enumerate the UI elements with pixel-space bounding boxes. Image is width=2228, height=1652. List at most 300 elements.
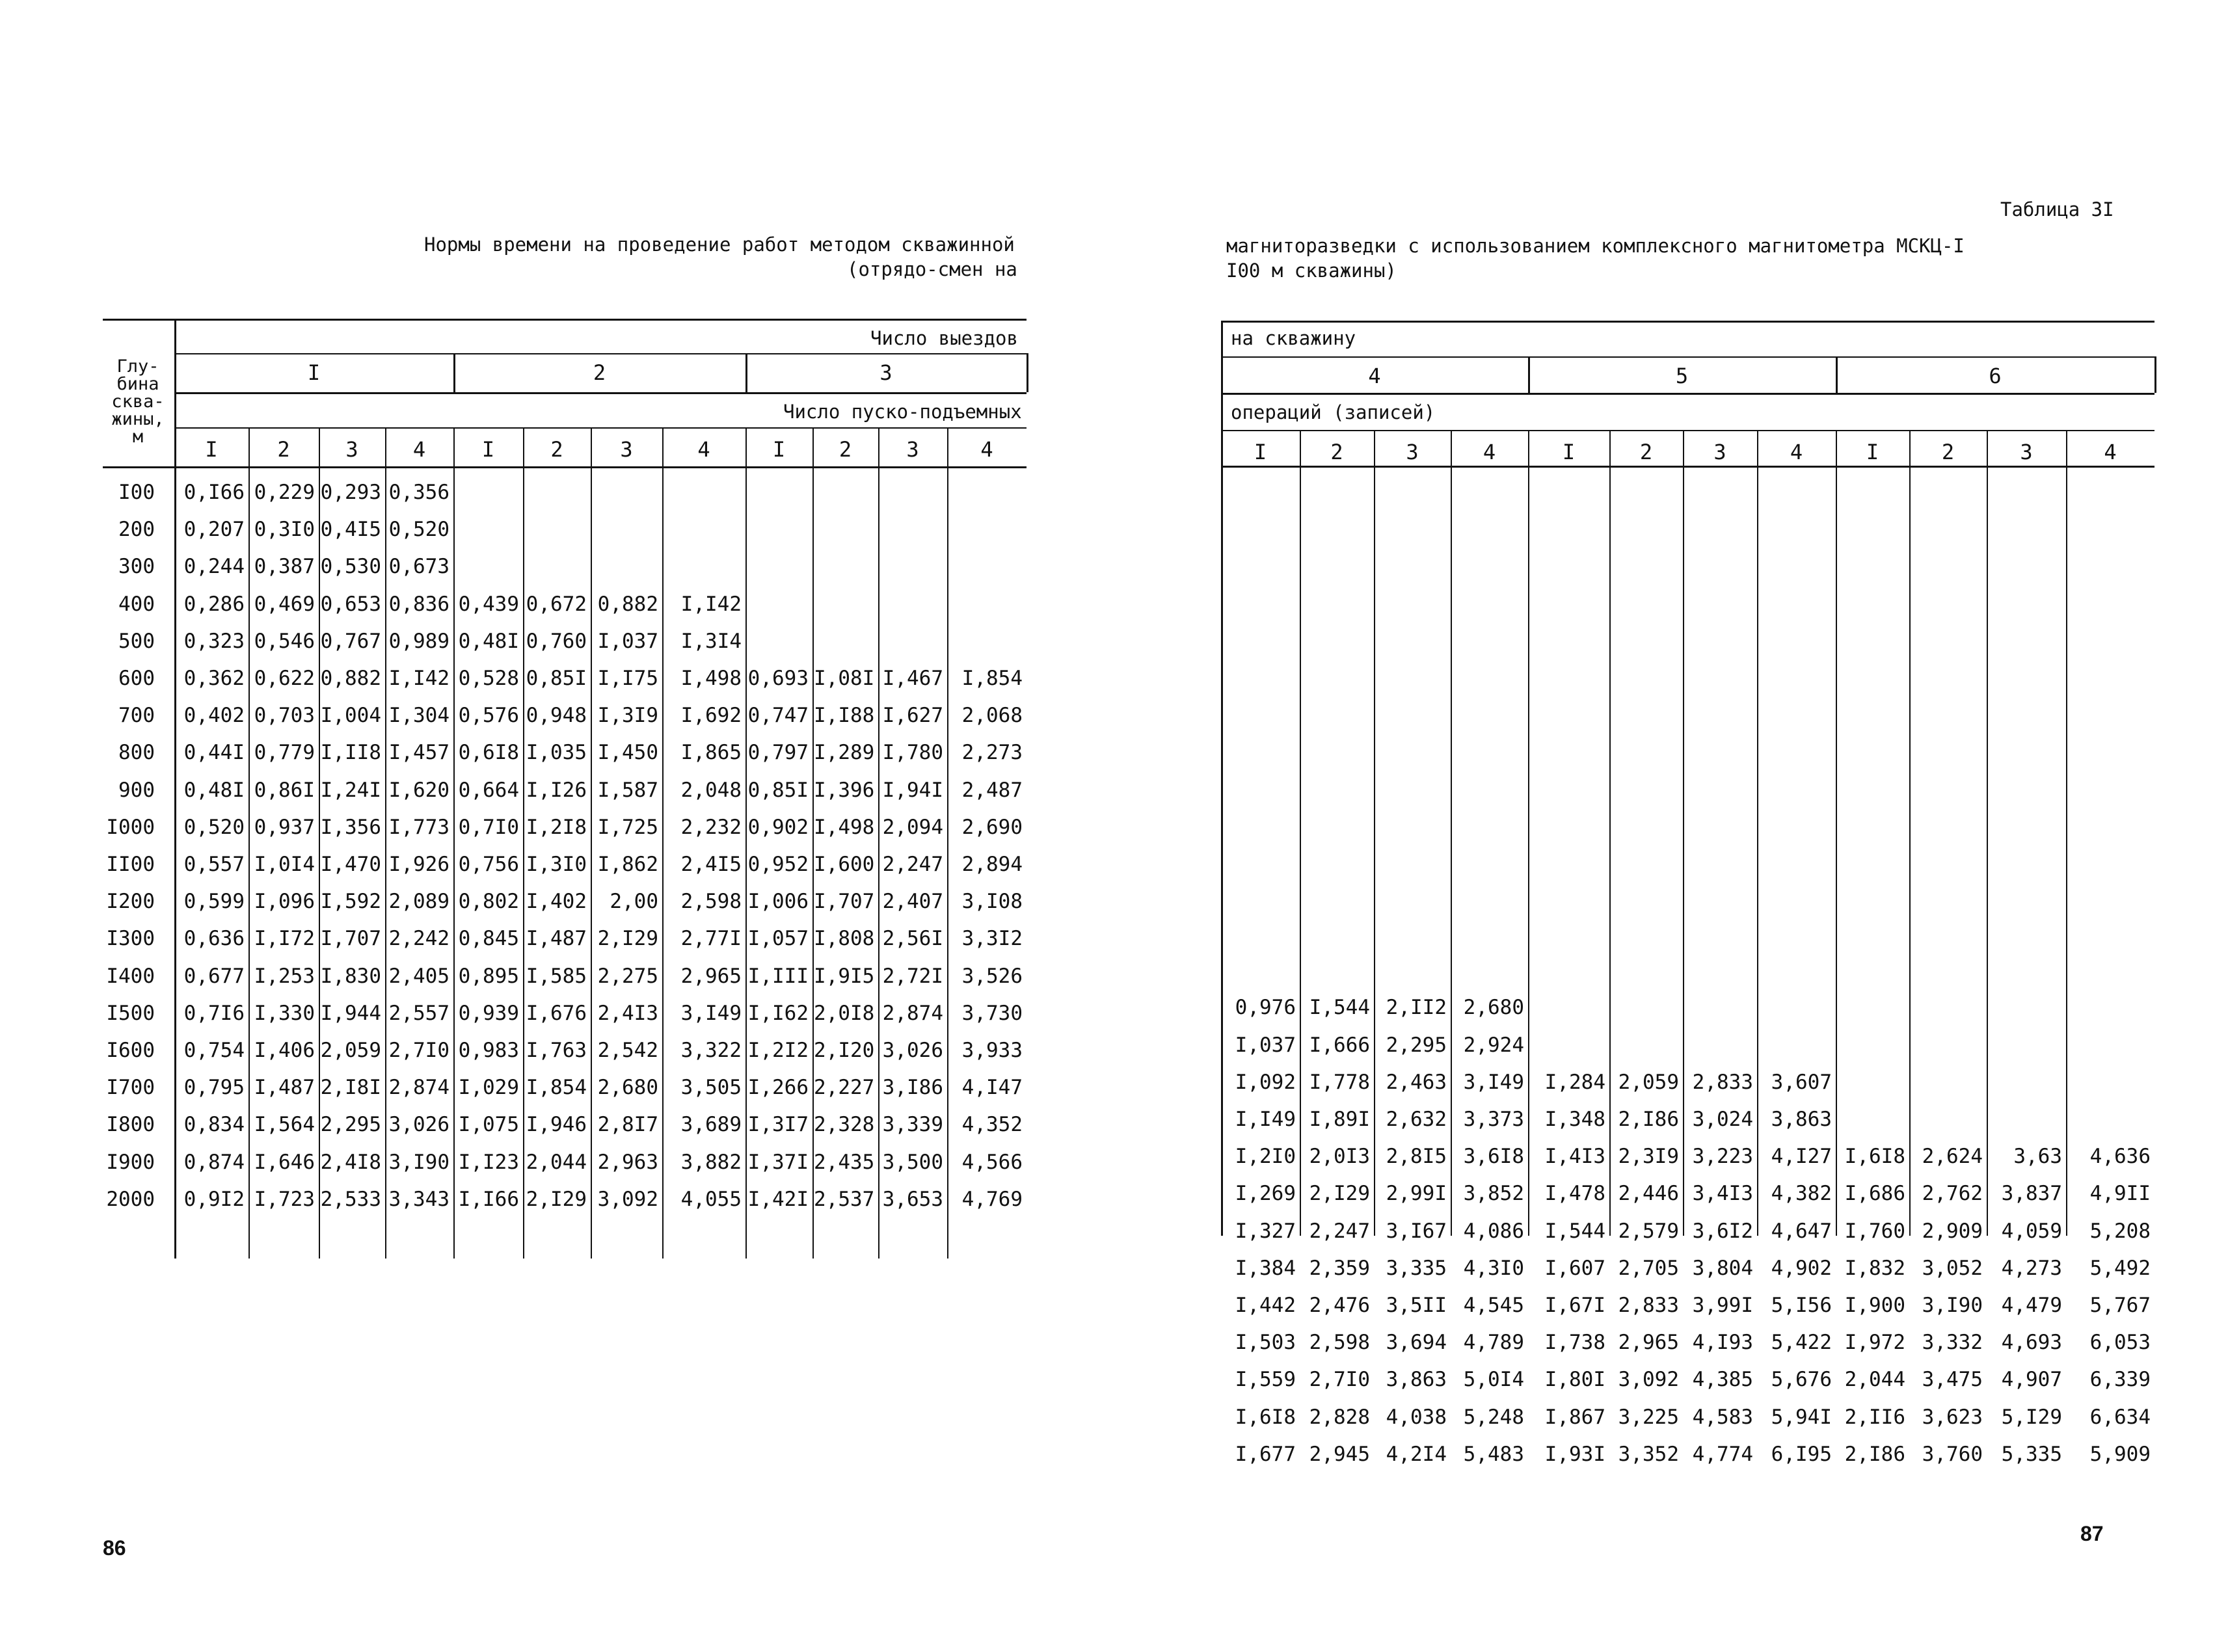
table-cell: 3,4I3 (1692, 1182, 1753, 1206)
table-cell: I,544 (1544, 1219, 1605, 1243)
trips-label: 6 (1989, 364, 2002, 388)
table-cell: 0,802 (458, 890, 519, 914)
table-cell: I,092 (1235, 1070, 1296, 1094)
table-cell: 4,907 (2001, 1368, 2062, 1392)
table-cell: I,646 (254, 1150, 315, 1174)
table-cell: 0,7I0 (458, 815, 519, 839)
table-cell: 4,352 (961, 1113, 1023, 1137)
table-cell: 2,407 (882, 890, 943, 914)
table-cell: 2,624 (1922, 1145, 1983, 1169)
table-cell: 0,760 (526, 629, 587, 653)
table-cell: 0,6I8 (458, 741, 519, 765)
table-cell: 3,63 (2013, 1145, 2062, 1169)
table-cell: I,075 (458, 1113, 519, 1137)
ops-label: 3 (2020, 440, 2033, 464)
table-cell: 0,845 (458, 927, 519, 951)
ops-label: 2 (1639, 440, 1653, 464)
ops-label: 2 (839, 437, 852, 462)
table-cell: I,900 (1844, 1294, 1905, 1317)
ops-label: 3 (1406, 440, 1419, 464)
table-cell: 0,948 (526, 704, 587, 728)
ops-header-rule (1221, 430, 2154, 431)
table-cell: 3,I86 (882, 1076, 943, 1100)
depth-label: I800 (106, 1113, 155, 1137)
table-cell: 3,500 (882, 1150, 943, 1174)
table-cell: 0,3I0 (254, 518, 315, 542)
ops-label: 3 (620, 437, 633, 462)
table-cell: 6,339 (2089, 1368, 2151, 1392)
table-cell: 2,8I7 (597, 1113, 658, 1137)
table-cell: 0,767 (320, 629, 381, 653)
table-cell: 3,I90 (388, 1150, 450, 1174)
table-cell: 2,I86 (1844, 1442, 1905, 1466)
table-cell: 2,557 (388, 1001, 450, 1025)
ops-label: 3 (345, 437, 358, 462)
table-cell: 2,232 (680, 815, 742, 839)
table-cell: I,304 (388, 704, 450, 728)
table-cell: 3,6I2 (1692, 1219, 1753, 1243)
table-cell: I,348 (1544, 1108, 1605, 1131)
table-cell: I,3I7 (747, 1113, 809, 1137)
right-title-line1: магниторазведки с использованием комплексного магнитометра МСКЦ-I (1226, 235, 1965, 257)
table-cell: 2,874 (388, 1076, 450, 1100)
table-cell: I,677 (1235, 1442, 1296, 1466)
table-cell: 2,247 (1309, 1219, 1370, 1243)
table-cell: I,832 (1844, 1256, 1905, 1280)
table-cell: 3,694 (1386, 1331, 1447, 1355)
table-cell: I,266 (747, 1076, 809, 1100)
ops-label: 2 (550, 437, 563, 462)
table-cell: I,544 (1309, 996, 1370, 1020)
table-cell: 3,026 (882, 1039, 943, 1062)
table-cell: 3,99I (1692, 1294, 1753, 1317)
table-cell: 0,747 (747, 704, 809, 728)
group-header-rule (1221, 356, 2154, 358)
table-cell: 3,I90 (1922, 1294, 1983, 1317)
table-cell: I,854 (961, 667, 1023, 690)
table-cell: I,08I (814, 667, 875, 690)
table-cell: 3,322 (680, 1039, 742, 1062)
table-cell: 2,068 (961, 704, 1023, 728)
table-cell: I,808 (814, 927, 875, 951)
table-cell: 3,332 (1922, 1331, 1983, 1355)
table-cell: 0,677 (183, 964, 245, 988)
left-title-line2: (отрядо-смен на (847, 258, 1017, 280)
group-header: на скважину (1231, 327, 1356, 349)
table-cell: 2,094 (882, 815, 943, 839)
table-cell: 3,352 (1618, 1442, 1679, 1466)
table-cell: I,284 (1544, 1070, 1605, 1094)
table-cell: 6,634 (2089, 1405, 2151, 1429)
table-cell: 3,I67 (1386, 1219, 1447, 1243)
table-cell: I,707 (320, 927, 381, 951)
table-cell: 3,I49 (680, 1001, 742, 1025)
table-cell: 3,863 (1771, 1108, 1832, 1131)
table-top-rule (1221, 321, 2154, 323)
table-cell: 2,579 (1618, 1219, 1679, 1243)
depth-label: 700 (118, 704, 155, 728)
trip-separator (1836, 356, 1838, 393)
left-page-number: 86 (103, 1536, 126, 1560)
table-cell: 0,293 (320, 481, 381, 504)
ops-label: I (1254, 440, 1267, 464)
table-cell: 5,767 (2089, 1294, 2151, 1317)
table-cell: 4,566 (961, 1150, 1023, 1174)
table-cell: I,I42 (680, 592, 742, 616)
table-cell: 3,223 (1692, 1145, 1753, 1169)
ops-label: 4 (412, 437, 426, 462)
left-title-line1: Нормы времени на проведение работ методом скважинной (424, 233, 1015, 256)
table-cell: I,035 (526, 741, 587, 765)
table-cell: 0,520 (183, 815, 245, 839)
right-page-number: 87 (2080, 1522, 2104, 1545)
table-cell: 2,476 (1309, 1294, 1370, 1317)
ops-label: I (481, 437, 495, 462)
table-cell: 2,72I (882, 964, 943, 988)
depth-label: 400 (118, 592, 155, 616)
table-cell: 0,244 (183, 555, 245, 579)
table-cell: 0,4I5 (320, 518, 381, 542)
table-cell: 2,7I0 (388, 1039, 450, 1062)
table-cell: 0,44I (183, 741, 245, 765)
table-cell: 0,795 (183, 1076, 245, 1100)
table-cell: 4,086 (1463, 1219, 1524, 1243)
table-cell: I,253 (254, 964, 315, 988)
depth-label: 600 (118, 667, 155, 690)
table-cell: 5,335 (2001, 1442, 2062, 1466)
ops-label: 2 (1330, 440, 1343, 464)
table-cell: 2,690 (961, 815, 1023, 839)
table-cell: 4,2I4 (1386, 1442, 1447, 1466)
table-cell: 0,85I (747, 778, 809, 802)
table-cell: 6,I95 (1771, 1442, 1832, 1466)
table-cell: 3,607 (1771, 1070, 1832, 1094)
table-cell: I,III (747, 964, 809, 988)
table-cell: 3,339 (882, 1113, 943, 1137)
depth-label: I900 (106, 1150, 155, 1174)
trip-separator (745, 353, 747, 392)
table-cell: 0,323 (183, 629, 245, 653)
table-cell: 4,545 (1463, 1294, 1524, 1317)
depth-label: 200 (118, 518, 155, 542)
table-cell: 4,3I0 (1463, 1256, 1524, 1280)
table-cell: 4,789 (1463, 1331, 1524, 1355)
table-cell: I,467 (882, 667, 943, 690)
trip-separator (1528, 356, 1530, 393)
table-cell: I,686 (1844, 1182, 1905, 1206)
table-cell: 2,680 (597, 1076, 658, 1100)
table-cell: I,498 (680, 667, 742, 690)
table-cell: 3,730 (961, 1001, 1023, 1025)
table-cell: 2,227 (814, 1076, 875, 1100)
table-cell: I,I72 (254, 927, 315, 951)
depth-label: II00 (106, 853, 155, 876)
table-cell: 0,756 (458, 853, 519, 876)
depth-label: I600 (106, 1039, 155, 1062)
table-cell: 2,8I5 (1386, 1145, 1447, 1169)
table-cell: 2,874 (882, 1001, 943, 1025)
table-cell: 0,48I (458, 629, 519, 653)
table-cell: 3,882 (680, 1150, 742, 1174)
table-cell: 0,469 (254, 592, 315, 616)
depth-label: I500 (106, 1001, 155, 1025)
table-cell: 3,837 (2001, 1182, 2062, 1206)
table-cell: I,564 (254, 1113, 315, 1137)
depth-label: I200 (106, 890, 155, 914)
table-cell: 2,4I8 (320, 1150, 381, 1174)
table-cell: I,607 (1544, 1256, 1605, 1280)
table-cell: 0,836 (388, 592, 450, 616)
table-cell: 3,335 (1386, 1256, 1447, 1280)
ops-label: 2 (1941, 440, 1955, 464)
table-cell: 5,I29 (2001, 1405, 2062, 1429)
table-cell: I,330 (254, 1001, 315, 1025)
table-cell: 2,4I5 (680, 853, 742, 876)
ops-label: 4 (1483, 440, 1496, 464)
ops-label: I (205, 437, 218, 462)
table-cell: I,862 (597, 853, 658, 876)
group-header-rule (174, 353, 1027, 354)
table-cell: 3,3I2 (961, 927, 1023, 951)
table-cell: I,587 (597, 778, 658, 802)
table-cell: I,356 (320, 815, 381, 839)
table-cell: 2,463 (1386, 1070, 1447, 1094)
column-rule (1836, 430, 1837, 1236)
table-cell: 0,797 (747, 741, 809, 765)
table-cell: 0,I66 (183, 481, 245, 504)
table-cell: 2,446 (1618, 1182, 1679, 1206)
table-cell: 5,208 (2089, 1219, 2151, 1243)
table-cell: 0,636 (183, 927, 245, 951)
table-cell: I,723 (254, 1187, 315, 1211)
table-cell: 2,533 (320, 1187, 381, 1211)
table-cell: I,778 (1309, 1070, 1370, 1094)
table-cell: I,773 (388, 815, 450, 839)
table-cell: I,I42 (388, 667, 450, 690)
table-cell: I,I26 (526, 778, 587, 802)
table-cell: 5,248 (1463, 1405, 1524, 1429)
table-cell: 0,86I (254, 778, 315, 802)
table-cell: 4,647 (1771, 1219, 1832, 1243)
ops-label: I (772, 437, 786, 462)
table-cell: I,478 (1544, 1182, 1605, 1206)
table-cell: I,057 (747, 927, 809, 951)
table-cell: I,972 (1844, 1331, 1905, 1355)
table-cell: 2,048 (680, 778, 742, 802)
trips-label: 3 (879, 360, 893, 385)
ops-header: операций (записей) (1231, 401, 1436, 423)
table-cell: I,830 (320, 964, 381, 988)
table-cell: 0,520 (388, 518, 450, 542)
column-rule (1909, 430, 1911, 1236)
table-cell: I,442 (1235, 1294, 1296, 1317)
table-cell: 0,952 (747, 853, 809, 876)
table-cell: 0,673 (388, 555, 450, 579)
table-cell: 2,537 (814, 1187, 875, 1211)
trips-rule (1221, 393, 2154, 395)
table-cell: 4,055 (680, 1187, 742, 1211)
table-cell: 3,804 (1692, 1256, 1753, 1280)
table-cell: 2,295 (1386, 1033, 1447, 1057)
table-cell: 3,689 (680, 1113, 742, 1137)
table-cell: 2,0I8 (814, 1001, 875, 1025)
table-cell: 3,760 (1922, 1442, 1983, 1466)
trip-separator (2154, 356, 2156, 393)
table-cell: 4,479 (2001, 1294, 2062, 1317)
table-cell: 2,242 (388, 927, 450, 951)
table-cell: 0,834 (183, 1113, 245, 1137)
table-cell: I,585 (526, 964, 587, 988)
trips-label: 2 (593, 360, 606, 385)
table-cell: I,627 (882, 704, 943, 728)
table-cell: 2,059 (1618, 1070, 1679, 1094)
table-cell: I,I66 (458, 1187, 519, 1211)
table-cell: 3,852 (1463, 1182, 1524, 1206)
column-rule (2066, 430, 2067, 1236)
table-cell: 4,385 (1692, 1368, 1753, 1392)
column-rule (1987, 430, 1988, 1236)
table-cell: I,037 (597, 629, 658, 653)
table-cell: 2,405 (388, 964, 450, 988)
table-cell: 2,542 (597, 1039, 658, 1062)
table-cell: 0,85I (526, 667, 587, 690)
table-cell: 2,705 (1618, 1256, 1679, 1280)
table-cell: 0,902 (747, 815, 809, 839)
table-cell: I,3I0 (526, 853, 587, 876)
table-cell: I,457 (388, 741, 450, 765)
column-rule (1221, 321, 1223, 1236)
table-cell: I,854 (526, 1076, 587, 1100)
table-cell: 5,94I (1771, 1405, 1832, 1429)
table-cell: 3,225 (1618, 1405, 1679, 1429)
table-cell: 2,I29 (526, 1187, 587, 1211)
table-cell: I,763 (526, 1039, 587, 1062)
table-cell: I,I75 (597, 667, 658, 690)
table-cell: I,666 (1309, 1033, 1370, 1057)
table-cell: I,926 (388, 853, 450, 876)
ops-label: 3 (1713, 440, 1726, 464)
table-cell: 2,044 (526, 1150, 587, 1174)
depth-label: I300 (106, 927, 155, 951)
table-cell: 2,0I3 (1309, 1145, 1370, 1169)
table-cell: I,620 (388, 778, 450, 802)
table-cell: 2,I20 (814, 1039, 875, 1062)
depth-label: 900 (118, 778, 155, 802)
table-cell: 0,882 (597, 592, 658, 616)
table-cell: 3,343 (388, 1187, 450, 1211)
table-cell: 2,762 (1922, 1182, 1983, 1206)
table-cell: 4,I47 (961, 1076, 1023, 1100)
table-cell: I,94I (882, 778, 943, 802)
table-cell: 4,I93 (1692, 1331, 1753, 1355)
table-cell: 0,402 (183, 704, 245, 728)
table-cell: 2,99I (1386, 1182, 1447, 1206)
table-cell: 5,676 (1771, 1368, 1832, 1392)
table-cell: 2,059 (320, 1039, 381, 1062)
table-cell: 2,965 (680, 964, 742, 988)
table-cell: 2,894 (961, 853, 1023, 876)
table-cell: I,450 (597, 741, 658, 765)
table-cell: 4,693 (2001, 1331, 2062, 1355)
depth-label: 800 (118, 741, 155, 765)
trips-label: 5 (1675, 364, 1689, 388)
table-cell: 5,909 (2089, 1442, 2151, 1466)
table-cell: 4,774 (1692, 1442, 1753, 1466)
table-top-rule (103, 319, 1027, 321)
ops-label: 4 (2104, 440, 2117, 464)
table-cell: 0,653 (320, 592, 381, 616)
table-cell: 3,373 (1463, 1108, 1524, 1131)
table-cell: 4,I27 (1771, 1145, 1832, 1169)
table-cell: 0,528 (458, 667, 519, 690)
depth-label: I700 (106, 1076, 155, 1100)
ops-label: 4 (1790, 440, 1803, 464)
table-cell: I,944 (320, 1001, 381, 1025)
depth-stub-header: Глу- бина сква- жины, м (111, 356, 165, 447)
table-cell: I,865 (680, 741, 742, 765)
table-cell: 2,909 (1922, 1219, 1983, 1243)
depth-label: 500 (118, 629, 155, 653)
table-cell: I,24I (320, 778, 381, 802)
table-cell: I,029 (458, 1076, 519, 1100)
depth-label: I00 (118, 481, 155, 504)
right-title-line2: I00 м скважины) (1226, 260, 1397, 282)
table-cell: 0,362 (183, 667, 245, 690)
table-cell: I,559 (1235, 1368, 1296, 1392)
table-cell: I,600 (814, 853, 875, 876)
table-cell: 0,754 (183, 1039, 245, 1062)
table-cell: 2,965 (1618, 1331, 1679, 1355)
table-cell: 4,059 (2001, 1219, 2062, 1243)
table-cell: 2,273 (961, 741, 1023, 765)
table-cell: I,4I3 (1544, 1145, 1605, 1169)
trips-label: I (307, 360, 321, 385)
header-bottom-rule (1221, 466, 2154, 468)
table-cell: 2,089 (388, 890, 450, 914)
table-cell: I,3I4 (680, 629, 742, 653)
table-cell: I,676 (526, 1001, 587, 1025)
table-cell: I,006 (747, 890, 809, 914)
table-cell: 3,052 (1922, 1256, 1983, 1280)
table-cell: 3,475 (1922, 1368, 1983, 1392)
table-cell: I,592 (320, 890, 381, 914)
table-cell: 2,598 (1309, 1331, 1370, 1355)
table-cell: 2,I8I (320, 1076, 381, 1100)
table-cell: I,867 (1544, 1405, 1605, 1429)
table-label: Таблица 3I (2000, 198, 2114, 220)
table-cell: 4,583 (1692, 1405, 1753, 1429)
table-cell: 0,983 (458, 1039, 519, 1062)
ops-header: Число пуско-подъемных (783, 401, 1022, 423)
table-cell: 2,3I9 (1618, 1145, 1679, 1169)
depth-label: I000 (106, 815, 155, 839)
table-cell: 0,387 (254, 555, 315, 579)
table-cell: 3,505 (680, 1076, 742, 1100)
table-cell: I,707 (814, 890, 875, 914)
table-cell: I,503 (1235, 1331, 1296, 1355)
table-cell: 2,945 (1309, 1442, 1370, 1466)
table-cell: 2,247 (882, 853, 943, 876)
table-cell: 3,653 (882, 1187, 943, 1211)
table-cell: 0,7I6 (183, 1001, 245, 1025)
table-cell: 0,439 (458, 592, 519, 616)
ops-header-rule (174, 427, 1027, 429)
table-cell: I,487 (526, 927, 587, 951)
table-cell: 5,422 (1771, 1331, 1832, 1355)
table-cell: 0,882 (320, 667, 381, 690)
table-cell: I,780 (882, 741, 943, 765)
table-cell: I,327 (1235, 1219, 1296, 1243)
